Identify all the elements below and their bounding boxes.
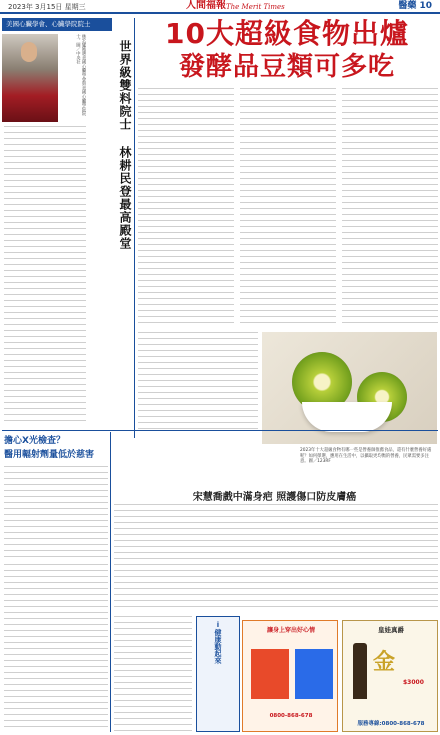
main-article-text-col3 bbox=[342, 88, 438, 328]
section-label: 醫藥 10 bbox=[398, 1, 432, 11]
ad1-phone: 0800-868-678 bbox=[269, 713, 313, 719]
ad1-product-image bbox=[295, 649, 333, 699]
ad2-title: 皇娃真爵 bbox=[378, 626, 404, 634]
yogurt-bowl bbox=[302, 402, 392, 432]
lower-left-story-text bbox=[4, 564, 108, 732]
profile-photo-caption: 林宏耀獲選美國心臟學會與美國心臟學院院士。圖／中央社 bbox=[75, 34, 86, 116]
bottle-image bbox=[353, 643, 367, 699]
column-divider bbox=[110, 432, 111, 732]
ad1-product-image bbox=[251, 649, 289, 699]
main-article-text-col4 bbox=[138, 332, 258, 432]
main-headline-line2: 發酵品豆類可多吃 bbox=[178, 52, 395, 82]
column-divider bbox=[134, 18, 135, 438]
profile-headline: 世界級雙料院士 林耕民登最高殿堂 bbox=[118, 40, 132, 250]
profile-photo bbox=[2, 34, 58, 122]
ad2-phone: 服務專線:0800-868-678 bbox=[357, 721, 425, 727]
profile-body-text bbox=[4, 126, 86, 426]
main-headline-line1: 10大超級食物出爐 bbox=[165, 17, 409, 50]
ad2-price: $3000 bbox=[403, 679, 424, 686]
column-box bbox=[196, 616, 240, 732]
portrait-face bbox=[21, 42, 37, 62]
side-story-text bbox=[4, 466, 108, 558]
main-article-text-col2 bbox=[240, 88, 336, 328]
bottom-story-text bbox=[114, 504, 438, 612]
side-story-title-a: 擔心X光檢查？ bbox=[4, 436, 65, 446]
advertisement-liquor[interactable] bbox=[342, 620, 438, 732]
kiwi-photo bbox=[262, 332, 437, 444]
profile-tag: 美國心臟學會、心臟學院院士 bbox=[2, 18, 112, 31]
kiwi-photo-caption: 2023年十大超級食物有哪一些是營養師推薦食品，還有什麼營養好處呢？如何擇選，應用在生活中，以攝取更均衡的營養，民眾需要多注意。圖／123RF bbox=[300, 448, 432, 465]
bottom-story-headline: 宋慧喬戲中滿身疤 照護傷口防皮膚癌 bbox=[192, 492, 357, 503]
main-article-text-col1 bbox=[138, 88, 234, 328]
advertisement-clothing[interactable] bbox=[242, 620, 338, 732]
ad1-title: 讓身上穿出好心情 bbox=[266, 627, 315, 634]
ad2-gold-glyph: 金 bbox=[373, 650, 396, 675]
side-story-title-b: 醫用輻射劑量低於慈害 bbox=[4, 450, 95, 460]
page-header bbox=[0, 0, 440, 14]
newspaper-logo: 人間福報 bbox=[186, 0, 226, 11]
issue-date: 2023年 3月15日 星期三 bbox=[8, 3, 86, 11]
section-divider bbox=[2, 430, 438, 431]
bottom-story-text-lower bbox=[114, 616, 192, 732]
column-box-title: i健康動起來 bbox=[214, 621, 222, 664]
newspaper-logo-en: The Merit Times bbox=[226, 3, 285, 11]
